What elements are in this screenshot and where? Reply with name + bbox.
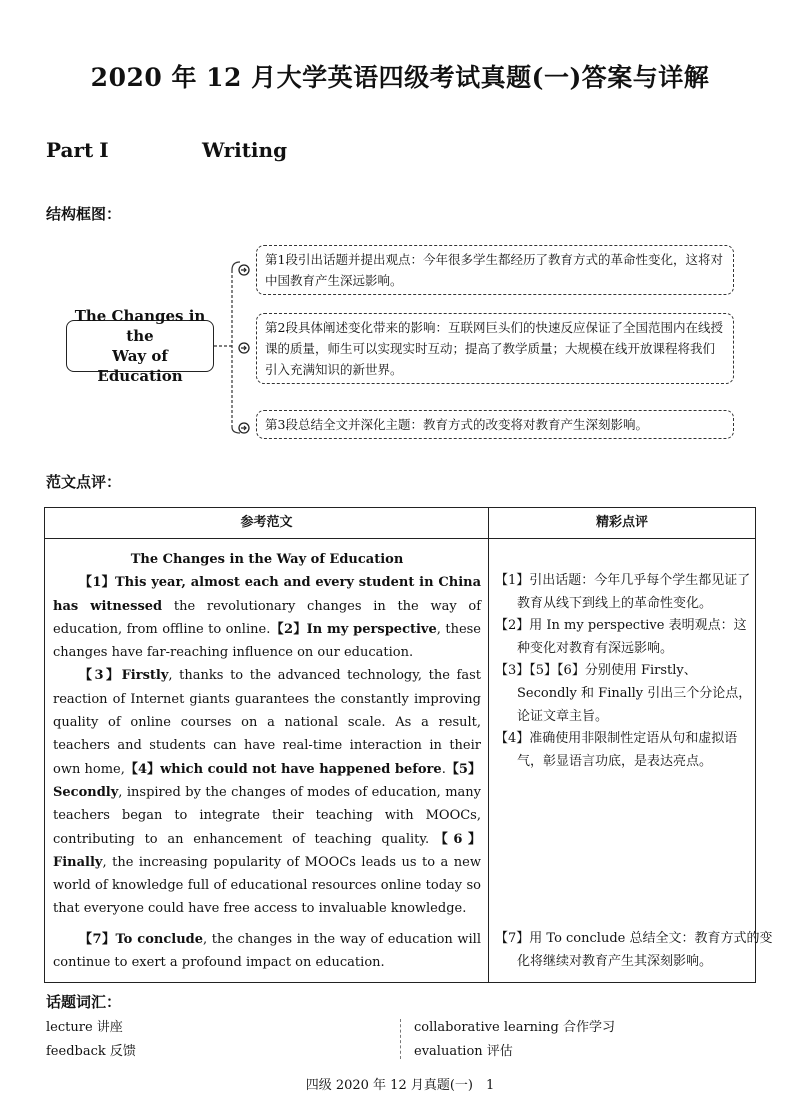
essay-title: The Changes in the Way of Education [130,552,404,567]
vocab-label: 话题词汇： [46,993,122,1011]
marker: 【6】 [429,831,481,847]
highlight: Firstly [121,668,169,684]
branch-arrow-icon [241,426,246,430]
essay-text: , the changes in the way of education will continue to exert a profound impact on education. [53,932,481,971]
comment-list [495,570,773,969]
header-divider [45,538,755,539]
essay-text: , the increasing popularity of MOOCs leads us to a new world of knowledge full of educational resources online today so that everyone could have free access to invaluable knowledge. [53,854,481,917]
marker: 【5】 [445,761,482,777]
column-header-essay: 参考范文 [240,515,293,530]
highlight: In my perspective [306,621,437,637]
branch-arrow-icon [241,346,246,350]
vocab-item: lecture 讲座 [46,1020,123,1035]
essay-text: , inspired by the changes of modes of education, many teachers began to integrate their teaching with MOOCs, contributing to an enhancement of teaching quality. [53,784,481,847]
diagram-branch-3: 第3段总结全文并深化主题：教育方式的改变将对教育产生深刻影响。 [256,410,734,439]
part-label: Part [46,138,94,162]
marker: 【4】 [124,761,161,777]
sample-essay [53,548,482,971]
part-name: Writing [202,138,288,162]
essay-text: the revolutionary changes in the way of education, from offline to online. [53,598,482,637]
highlight: Finally [53,854,103,870]
diagram-center-topic [66,307,214,385]
comment-item: 【4】准确使用非限制性定语从句和虚拟语气，彰显语言功底，是表达亮点。 [495,731,738,769]
part-number: Ⅰ [99,138,109,162]
marker: 【2】 [270,621,307,637]
marker: 【7】 [79,932,116,947]
vocab-item: collaborative learning 合作学习 [414,1020,616,1035]
essay-paragraph-1 [53,571,481,664]
highlight: which could not have happened before [160,761,442,777]
marker: 【1】 [79,575,115,591]
review-table [44,507,773,983]
highlight: To conclude [115,932,204,947]
center-topic-line: The Changes in the [74,307,206,345]
column-divider [488,508,489,982]
column-header-comment: 精彩点评 [595,515,648,530]
comment-item: 【2】用 In my perspective 表明观点：这种变化对教育有深远影响。 [495,618,747,656]
diagram-branch-1: 第1段引出话题并提出观点：今年很多学生都经历了教育方式的革命性变化，这将对中国教育产生深远影响。 [256,245,734,295]
review-label: 范文点评： [46,473,122,491]
diagram-branch-2: 第2段具体阐述变化带来的影响：互联网巨头们的快速反应保证了全国范围内在线授课的质量，师生可以实现实时互动；提高了教学质量；大规模在线开放课程将我们引入充满知识的新世界。 [256,313,734,384]
essay-text: , thanks to the advanced technology, the fast reaction of Internet giants guarantees the constantly improving quality of online courses on a national scale. As a result, teachers and students can have real-time interaction in their own home, [53,668,482,777]
highlight: This year, almost each and every student in China has witnessed [53,575,482,614]
page-footer: 四级 2020 年 12 月真题(一) 1 [305,1078,495,1093]
vocab-divider [400,1019,401,1059]
highlight: Secondly [53,784,119,800]
center-topic-line: Way of Education [97,347,183,385]
essay-paragraph-3 [53,928,481,975]
page-title: 2020 年 12 月大学英语四级考试真题(一)答案与详解 [90,63,710,92]
essay-text: . [441,761,446,777]
essay-text: , these changes have far-reaching influence on our education. [53,621,482,661]
essay-paragraph-2 [53,664,481,920]
vocab-item: evaluation 评估 [414,1044,513,1059]
structure-label: 结构框图： [46,205,122,223]
comment-item: 【1】引出话题：今年几乎每个学生都见证了教育从线下到线上的革命性变化。 [495,573,751,611]
comment-item: 【7】用 To conclude 总结全文：教育方式的变化将继续对教育产生其深刻影响。 [495,931,773,969]
marker: 【3】 [79,668,122,684]
comment-item: 【3】【5】【6】分别使用 Firstly、Secondly 和 Finally 引出三个分论点，论证文章主旨。 [495,663,752,724]
vocab-item: feedback 反馈 [46,1044,136,1059]
branch-arrow-icon [241,268,246,272]
